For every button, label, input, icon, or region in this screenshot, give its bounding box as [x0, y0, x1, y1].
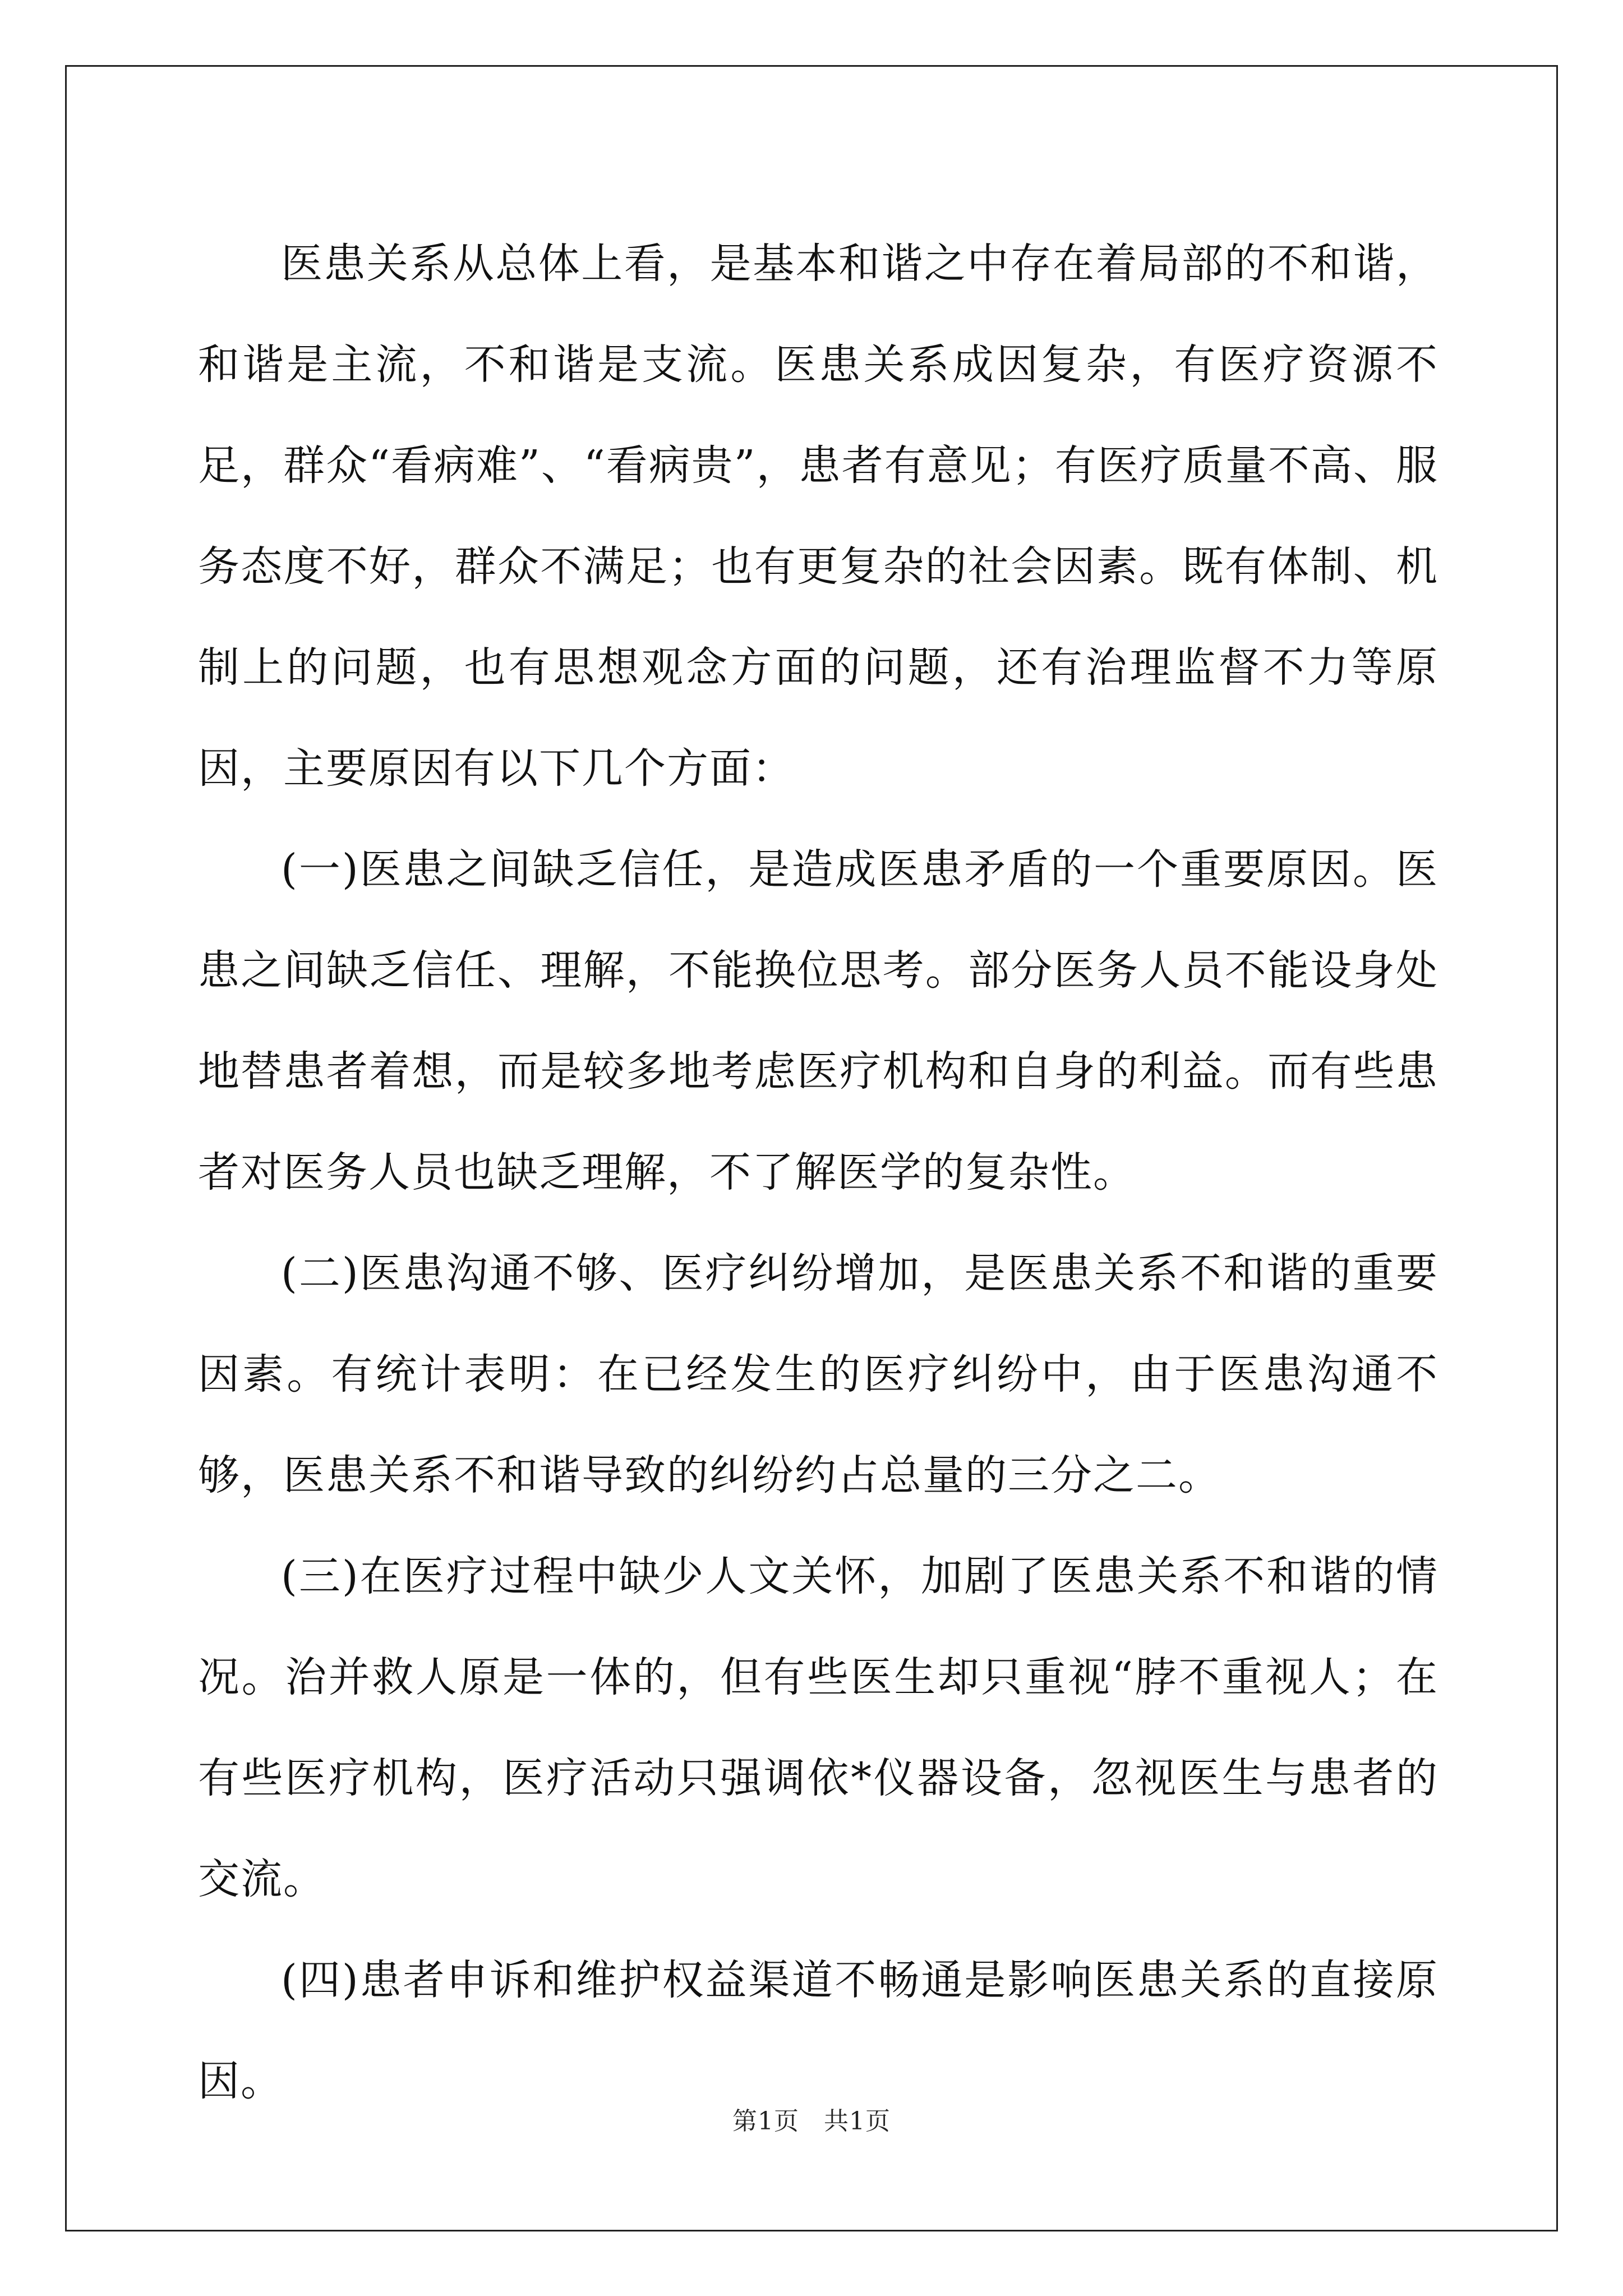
document-body [198, 213, 1438, 2132]
paragraph-intro: 医患关系从总体上看，是基本和谐之中存在着局部的不和谐，和谐是主流，不和谐是支流。医患关系成因复杂，有医疗资源不足，群众“看病难”、“看病贵”，患者有意见；有医疗质量不高、服务态度不好，群众不满足；也有更复杂的社会因素。既有体制、机制上的问题，也有思想观念方面的问题，还有治理监督不力等原因，主要原因有以下几个方面： [198, 240, 1438, 793]
paragraph-reason-2: (二)医患沟通不够、医疗纠纷增加，是医患关系不和谐的重要因素。有统计表明：在已经发生的医疗纠纷中，由于医患沟通不够，医患关系不和谐导致的纠纷约占总量的三分之二。 [198, 1249, 1438, 1499]
paragraph-reason-3: (三)在医疗过程中缺少人文关怀，加剧了医患关系不和谐的情况。治并救人原是一体的，但有些医生却只重视“脖不重视人；在有些医疗机构，医疗活动只强调依*仪器设备，忽视医生与患者的交流。 [198, 1552, 1438, 1903]
page-number: 第1页 [732, 2107, 799, 2136]
paragraph-reason-1: (一)医患之间缺乏信任，是造成医患矛盾的一个重要原因。医患之间缺乏信任、理解，不能换位思考。部分医务人员不能设身处地替患者着想，而是较多地考虑医疗机构和自身的利益。而有些患者对医务人员也缺乏理解，不了解医学的复杂性。 [198, 845, 1438, 1197]
page-total: 共1页 [824, 2107, 891, 2136]
paragraph-reason-4: (四)患者申诉和维护权益渠道不畅通是影响医患关系的直接原因。 [198, 1956, 1438, 2105]
page-footer [0, 2105, 1623, 2138]
